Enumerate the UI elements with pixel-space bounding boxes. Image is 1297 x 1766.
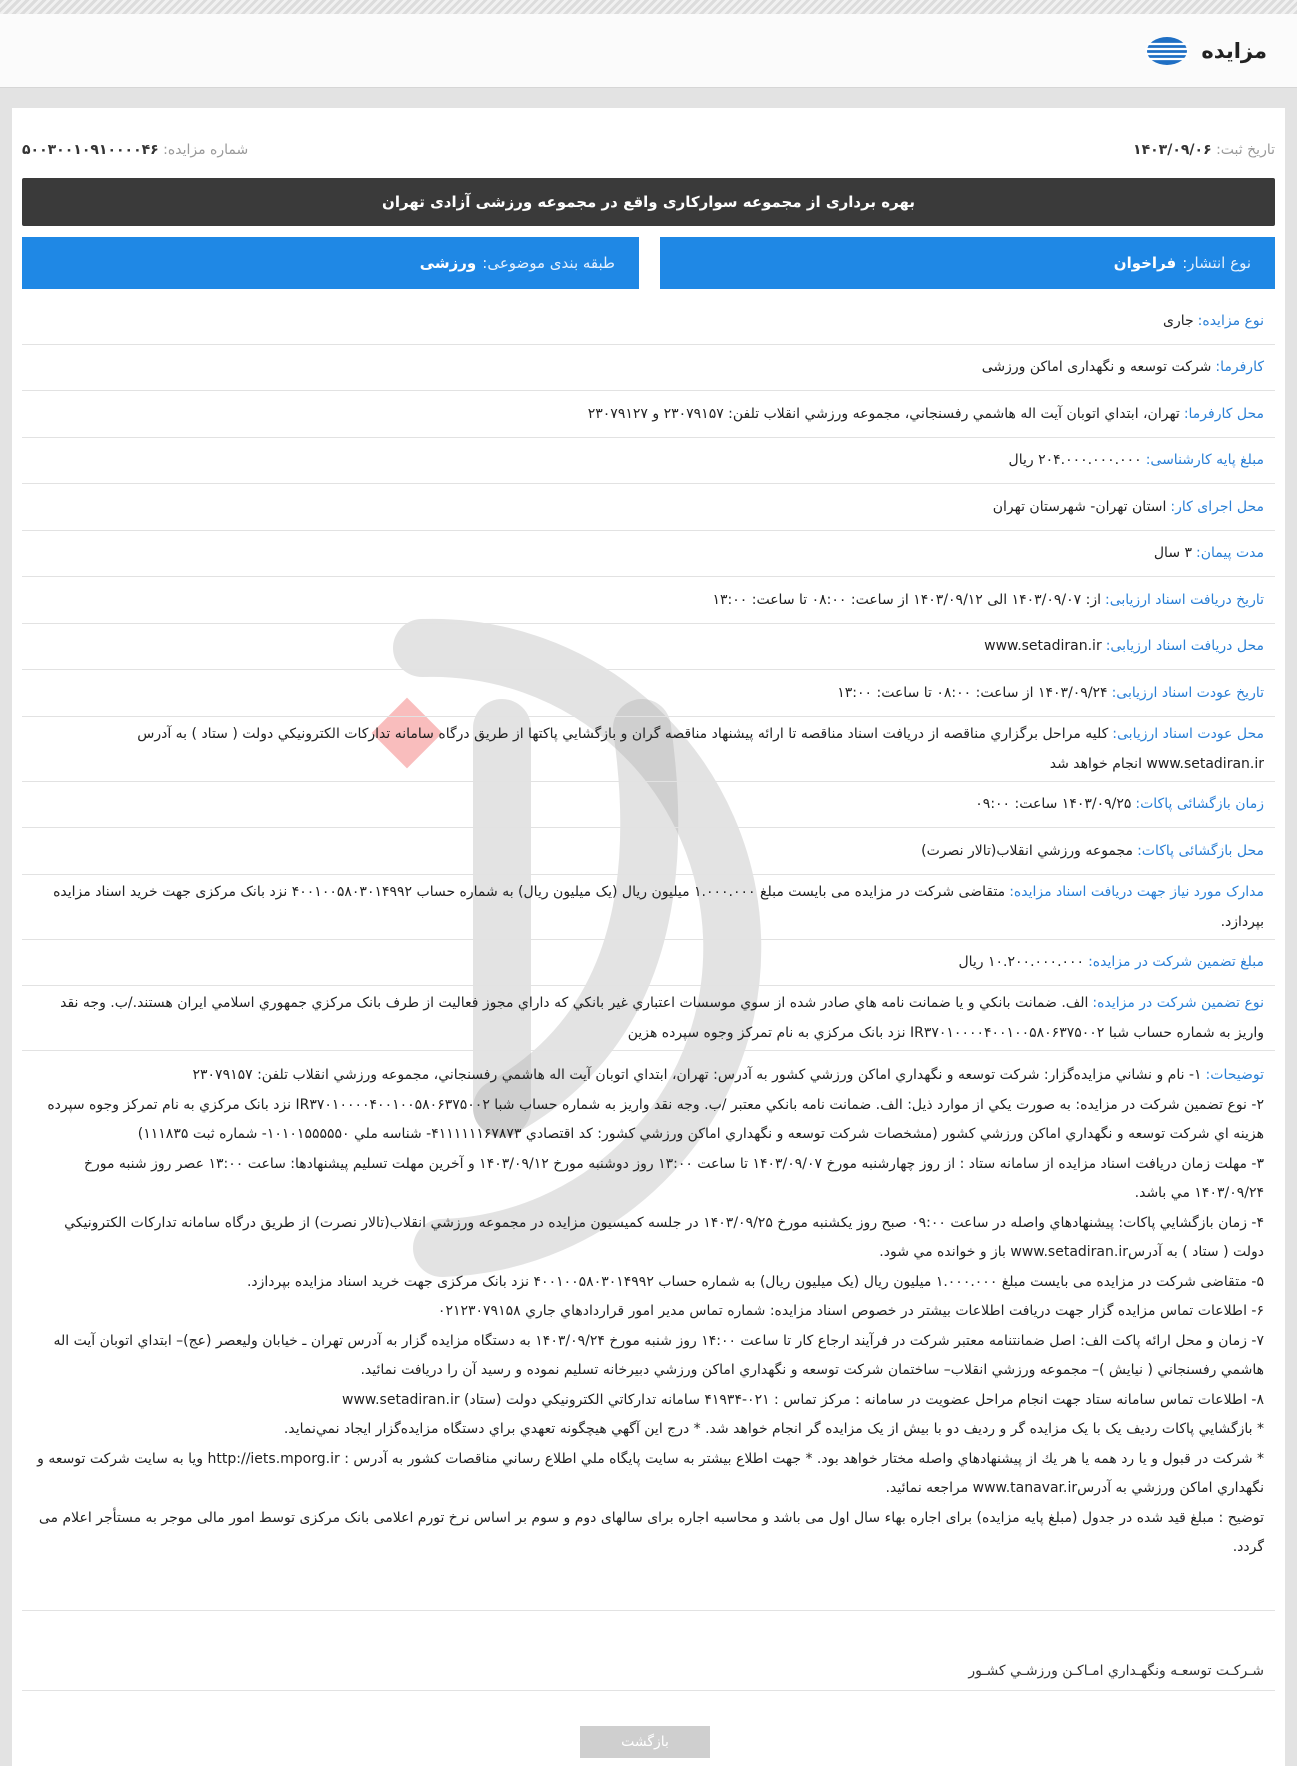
globe-logo-icon xyxy=(1145,36,1189,66)
field-label: تاریخ عودت اسناد ارزیابی: xyxy=(1111,684,1264,701)
field-employer xyxy=(22,345,1275,392)
site-header xyxy=(0,14,1297,88)
notes-line: * شرکت در قبول و يا رد همه يا هر يك از پيشنهادهاي واصله مختار خواهد بود. * جهت اطلاع بيشتر به سايت پايگاه ملي اطلاع رساني مناقصات كشور به آدرس : http://iets.mporg.ir ويا به سايت شرکت توسعه و نگهداري اماکن ورزشي به آدرسwww.tanavar.ir مراجعه نمائيد. xyxy=(37,1450,1264,1496)
field-label: نوع تضمین شرکت در مزایده: xyxy=(1092,995,1264,1011)
signature-line: شـرکـت توسعـه ونگهـداري امـاکـن ورزشـي کشـور xyxy=(22,1651,1275,1691)
field-label: محل بازگشائی پاکات: xyxy=(1137,842,1264,859)
field-value: تهران، ابتداي اتوبان آيت اله هاشمي رفسنجاني، مجموعه ورزشي انقلاب تلفن: ۲۳۰۷۹۱۵۷ و ۲۳۰۷۹۱۲۷ xyxy=(587,405,1180,422)
publish-type-box xyxy=(660,237,1275,289)
field-value: ۱۴۰۳/۰۹/۲۴ از ساعت: ۰۸:۰۰ تا ساعت: ۱۳:۰۰ xyxy=(837,684,1108,701)
page-title: مزایده xyxy=(1201,38,1267,63)
field-value: الف. ضمانت بانکي و يا ضمانت نامه هاي صادر شده از سوي موسسات اعتباري غير بانکي که داراي مجوز فعاليت از طرف بانک مرکزي جمهوري اسلامي ايران هستند./ب. وجه نقد واريز به شماره حساب شبا IR۳۷۰۱۰۰۰۰۴۰۰۱۰۰۵۸۰۶۳۷۵۰۰۲ نزد بانک مرکزي به نام تمرکز وجوه سپرده هزين xyxy=(60,995,1264,1041)
meta-row xyxy=(22,142,1275,158)
auction-title-bar: بهره برداری از مجموعه سوارکاری واقع در مجموعه ورزشی آزادی تهران xyxy=(22,178,1275,226)
field-doc-return-date xyxy=(22,670,1275,717)
field-doc-receive-location xyxy=(22,624,1275,671)
field-label: محل عودت اسناد ارزیابی: xyxy=(1112,725,1264,742)
field-doc-receive-date xyxy=(22,577,1275,624)
category-box xyxy=(22,237,639,289)
notes-line: ۵- متقاضی شرکت در مزایده می بایست مبلغ ۱.۰۰۰.۰۰۰ میلیون ریال (یک میلیون ریال) به شماره حساب ۴۰۰۱۰۰۵۸۰۳۰۱۴۹۹۲ نزد بانک مرکزی جهت خرید اسناد مزایده بپردازد. xyxy=(246,1273,1264,1290)
field-work-location xyxy=(22,484,1275,531)
field-opening-location xyxy=(22,828,1275,875)
notes-line: * بازگشايي پاکات رديف يک با يک مزايده گر و رديف دو با بيش از يک مزايده گر انجام خواهد شد. * درج اين آگهي هيچگونه تعهدي براي دستگاه مزايده‌گزار ايجاد نمي‌نمايد. xyxy=(283,1421,1264,1437)
registration-date-label: تاریخ ثبت: xyxy=(1216,142,1275,158)
back-button[interactable]: بازگشت xyxy=(580,1726,710,1758)
field-label: مبلغ تضمین شرکت در مزایده: xyxy=(1088,954,1264,971)
auction-detail-panel xyxy=(12,108,1285,1766)
publish-type-value: فراخوان xyxy=(1113,254,1177,272)
field-value: مجموعه ورزشي انقلاب(تالار نصرت) xyxy=(921,842,1134,859)
field-label: نوع مزایده: xyxy=(1197,312,1264,329)
publish-type-label: نوع انتشار: xyxy=(1182,254,1251,272)
auction-number-value: ۵۰۰۳۰۰۱۰۹۱۰۰۰۰۴۶ xyxy=(22,142,159,158)
category-value: ورزشی xyxy=(419,254,477,272)
logo[interactable] xyxy=(1145,36,1267,66)
field-value: ۳ سال xyxy=(1153,545,1193,562)
notes-line: ۱- نام و نشاني مزايده‌گزار: شرکت توسعه و نگهداري اماکن ورزشي کشور به آدرس: تهران، ابتداي اتوبان آيت اله هاشمي رفسنجاني، مجموعه ورزشي انقلاب تلفن: ۲۳۰۷۹۱۵۷ xyxy=(192,1067,1202,1083)
field-label: محل کارفرما: xyxy=(1183,405,1264,422)
field-value: متقاضی شرکت در مزایده می بایست مبلغ ۱.۰۰۰.۰۰۰ میلیون ریال (یک میلیون ریال) به شماره حساب ۴۰۰۱۰۰۵۸۰۳۰۱۴۹۹۲ نزد بانک مرکزی جهت خرید اسناد مزایده بپردازد. xyxy=(53,883,1264,930)
field-base-price xyxy=(22,438,1275,485)
notes-line: ۲- نوع تضمين شرکت در مزايده: به صورت يکي از موارد ذيل: الف. ضمانت نامه بانکي معتبر /ب. وجه نقد واريز به شماره حساب شبا IR۳۷۰۱۰۰۰۰۴۰۰۱۰۰۵۸۰۶۳۷۵۰۰۲ نزد بانک مرکزي به نام تمرکز وجوه سپرده هزينه اي شرکت توسعه و نگهداري اماکن ورزشي کشور (مشخصات شرکت توسعه و نگهداري اماکن ورزشي کشور: کد اقتصادي ۴۱۱۱۱۱۱۶۷۸۷۳- شناسه ملي ۱۰۱۰۱۵۵۵۵۵۰- شماره ثبت ۱۱۱۸۳۵) xyxy=(47,1096,1264,1142)
field-guarantee-amount xyxy=(22,940,1275,987)
detail-fields xyxy=(22,298,1275,1611)
auction-number xyxy=(22,142,248,158)
top-stripe xyxy=(0,0,1297,14)
field-label: مدارک مورد نیاز جهت دریافت اسناد مزایده: xyxy=(1009,883,1264,900)
auction-number-label: شماره مزایده: xyxy=(163,142,249,158)
notes-line: توضیح : مبلغ قید شده در جدول (مبلغ پایه مزایده) برای اجاره بهاء سال اول می باشد و محاسبه اجاره برای سالهای دوم و سوم بر اساس نرخ تورم اعلامی بانک مرکزی توسط امور مالی موجر به مستأجر اعلام می گردد. xyxy=(38,1509,1264,1555)
field-value: شرکت توسعه و نگهداری اماکن ورزشی xyxy=(981,359,1212,376)
registration-date-value: ۱۴۰۳/۰۹/۰۶ xyxy=(1133,142,1212,158)
field-opening-time xyxy=(22,782,1275,829)
field-value: جاری xyxy=(1163,312,1194,329)
field-value: استان تهران- شهرستان تهران xyxy=(992,498,1167,515)
field-label: محل دریافت اسناد ارزیابی: xyxy=(1105,638,1264,655)
field-label: تاریخ دریافت اسناد ارزیابی: xyxy=(1104,591,1264,608)
field-value: ۱۰.۲۰۰.۰۰۰.۰۰۰ ریال xyxy=(958,954,1085,971)
notes-label: توضیحات: xyxy=(1205,1067,1264,1083)
category-label: طبقه بندی موضوعی: xyxy=(482,254,615,272)
field-employer-address xyxy=(22,391,1275,438)
field-label: کارفرما: xyxy=(1215,359,1264,376)
field-value: ۱۴۰۳/۰۹/۲۵ ساعت: ۰۹:۰۰ xyxy=(975,796,1132,813)
field-label: مدت پیمان: xyxy=(1196,545,1264,562)
info-boxes xyxy=(22,237,1275,289)
notes-line: ۳- مهلت زمان دريافت اسناد مزايده از سامانه ستاد : از روز چهارشنبه مورخ ۱۴۰۳/۰۹/۰۷ تا ساعت ۱۳:۰۰ روز دوشنبه مورخ ۱۴۰۳/۰۹/۱۲ و آخرين مهلت تسليم پيشنهادها: ساعت ۱۳:۰۰ عصر روز شنبه مورخ ۱۴۰۳/۰۹/۲۴ مي باشد. xyxy=(83,1155,1264,1201)
notes-line: ۴- زمان بازگشايي پاكات: پيشنهادهاي واصله در ساعت ۰۹:۰۰ صبح روز يکشنبه مورخ ۱۴۰۳/۰۹/۲۵ در جلسه کميسيون مزايده در مجموعه ورزشي انقلاب(تالار نصرت) از طريق درگاه سامانه تداركات الكترونيكي دولت ( ستاد ) به آدرسwww.setadiran.ir باز و خوانده مي شود. xyxy=(64,1214,1264,1260)
field-guarantee-type xyxy=(22,986,1275,1051)
notes-line: ۶- اطلاعات تماس مزايده گزار جهت دريافت اطلاعات بيشتر در خصوص اسناد مزايده: شماره تماس مدير امور قراردادهاي جاري ۰۲۱۲۳۰۷۹۱۵۸ xyxy=(437,1303,1264,1319)
field-value: کليه مراحل برگزاري مناقصه از دريافت اسناد مناقصه تا ارائه پيشنهاد مناقصه گران و بازگشايي پاکتها از طريق درگاه سامانه تداركات الكترونيكي دولت ( ستاد ) به آدرس www.setadiran.ir انجام خواهد شد xyxy=(137,725,1264,772)
field-value: از: ۱۴۰۳/۰۹/۰۷ الی ۱۴۰۳/۰۹/۱۲ از ساعت: ۰۸:۰۰ تا ساعت: ۱۳:۰۰ xyxy=(712,591,1101,608)
field-label: زمان بازگشائی پاکات: xyxy=(1135,796,1264,813)
field-doc-return-location xyxy=(22,717,1275,782)
field-value: ۲۰۴.۰۰۰.۰۰۰.۰۰۰ ریال xyxy=(1008,452,1142,469)
notes-line: ۷- زمان و محل ارائه پاکت الف: اصل ضمانتنامه معتبر شركت در فرآيند ارجاع كار تا ساعت ۱۴:۰۰ روز شنبه مورخ ۱۴۰۳/۰۹/۲۴ به دستگاه مزايده گزار به آدرس تهران ـ خيابان وليعصر (عج)– ابتداي اتوبان آيت اله هاشمي رفسنجاني ( نيايش )– مجموعه ورزشي انقلاب– ساختمان شرکت توسعه و نگهداري اماکن ورزشي دبيرخانه تسليم نموده و رسيد آن را دريافت نمائيد. xyxy=(53,1332,1264,1378)
notes-section xyxy=(22,1051,1275,1611)
field-label: محل اجرای کار: xyxy=(1170,498,1264,515)
registration-date xyxy=(1133,142,1275,158)
field-contract-duration xyxy=(22,531,1275,578)
notes-line: ۸- اطلاعات تماس سامانه ستاد جهت انجام مراحل عضويت در سامانه : مركز تماس : ۰۲۱-۴۱۹۳۴ سامانه تداركاتي الكترونيكي دولت (ستاد) www.setadiran.ir xyxy=(342,1391,1264,1408)
field-auction-type xyxy=(22,298,1275,345)
field-required-documents xyxy=(22,875,1275,940)
field-label: مبلغ پایه کارشناسی: xyxy=(1145,452,1264,469)
field-value[interactable]: www.setadiran.ir xyxy=(984,638,1102,655)
